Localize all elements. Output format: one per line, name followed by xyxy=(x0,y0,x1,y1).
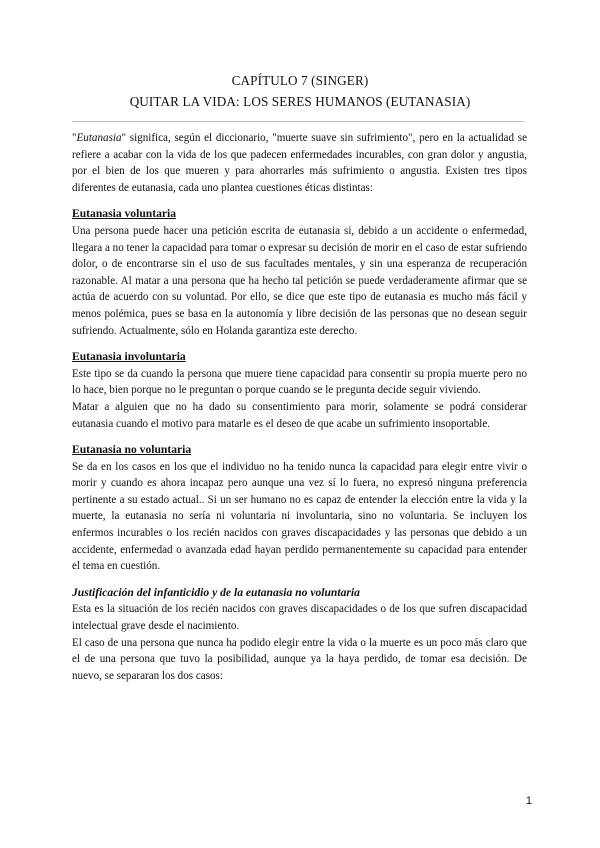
document-body xyxy=(72,130,527,684)
page-number: 1 xyxy=(525,795,532,807)
chapter-title-line-1: CAPÍTULO 7 (SINGER) xyxy=(231,73,369,88)
section-no-voluntaria-paragraph: Se da en los casos en los que el individuo no ha tenido nunca la capacidad para elegir entre vivir o morir y cuando es ahora incapaz pero aunque una vez sí lo fuera, no expresó ninguna preferencia pertinente a su estado actual.. Si un ser humano no es capaz de entender la elección entre la vida y la muerte, la eutanasia no sería ni voluntaria ni involuntaria, sino no voluntaria. Se incluyen los enfermos incurables o los recién nacidos con graves discapacidades y las personas que debido a un accidente, enfermedad o avanzada edad hayan perdido permanentemente su capacidad para entender el tema en cuestión. xyxy=(72,460,527,573)
section-voluntaria-paragraph: Una persona puede hacer una petición escrita de eutanasia si, debido a un accidente o enfermedad, llegara a no tener la capacidad para tomar o expresar su decisión de morir en el caso de estar sufriendo dolor, o de encontrarse sin el uso de sus facultades mentales, y sin una esperanza de recuperación razonable. Al matar a una persona que ha hecho tal petición se puede verdaderamente afirmar que se actúa de acuerdo con su voluntad. Por ello, se dice que este tipo de eutanasia es mucho más fácil y menos polémica, pues se basa en la autonomía y libre decisión de las personas que no desean seguir sufriendo. Actualmente, sólo en Holanda garantiza este derecho. xyxy=(72,224,527,337)
intro-term: Eutanasia xyxy=(76,132,122,144)
section-involuntaria-paragraph-2: Matar a alguien que no ha dado su consentimiento para morir, solamente se podrá considerar eutanasia cuando el motivo para matarle es el deseo de que acabe un sufrimiento insoportable. xyxy=(72,400,527,430)
section-justificacion-paragraph-1: Esta es la situación de los recién nacidos con graves discapacidades o de los que sufren discapacidad intelectual grave desde el nacimiento. xyxy=(72,603,527,633)
section-heading-voluntaria: Eutanasia voluntaria xyxy=(72,207,177,221)
chapter-title xyxy=(72,70,528,112)
intro-quote-open: " xyxy=(72,132,77,144)
section-heading-involuntaria: Eutanasia involuntaria xyxy=(72,350,186,364)
chapter-title-line-2: QUITAR LA VIDA: LOS SERES HUMANOS (EUTANASIA) xyxy=(129,94,471,109)
intro-text: " significa, según el diccionario, "muerte suave sin sufrimiento", pero en la actualidad se refiere a acabar con la vida de los que padecen enfermedades incurables, con gran dolor y angustia, por el bien de los que mueren y para ahorrarles más sufrimiento o angustia. Existen tres tipos diferentes de eutanasia, cada uno plantea cuestiones éticas distintas: xyxy=(72,132,527,194)
section-involuntaria-paragraph-1: Este tipo se da cuando la persona que muere tiene capacidad para consentir su propia muerte pero no lo hace, bien porque no le preguntan o porque cuando se le pregunta decide seguir viviendo. xyxy=(72,367,527,397)
section-justificacion-paragraph-2: El caso de una persona que nunca ha podido elegir entre la vida o la muerte es un poco más claro que el de una persona que tuvo la posibilidad, aunque ya la haya perdido, de tomar esa decisión. De nuevo, se separaran los dos casos: xyxy=(72,636,527,682)
section-heading-no-voluntaria: Eutanasia no voluntaria xyxy=(72,443,192,457)
title-divider xyxy=(72,121,524,122)
section-heading-justificacion: Justificación del infanticidio y de la eutanasia no voluntaria xyxy=(72,585,360,599)
intro-paragraph xyxy=(72,130,527,196)
